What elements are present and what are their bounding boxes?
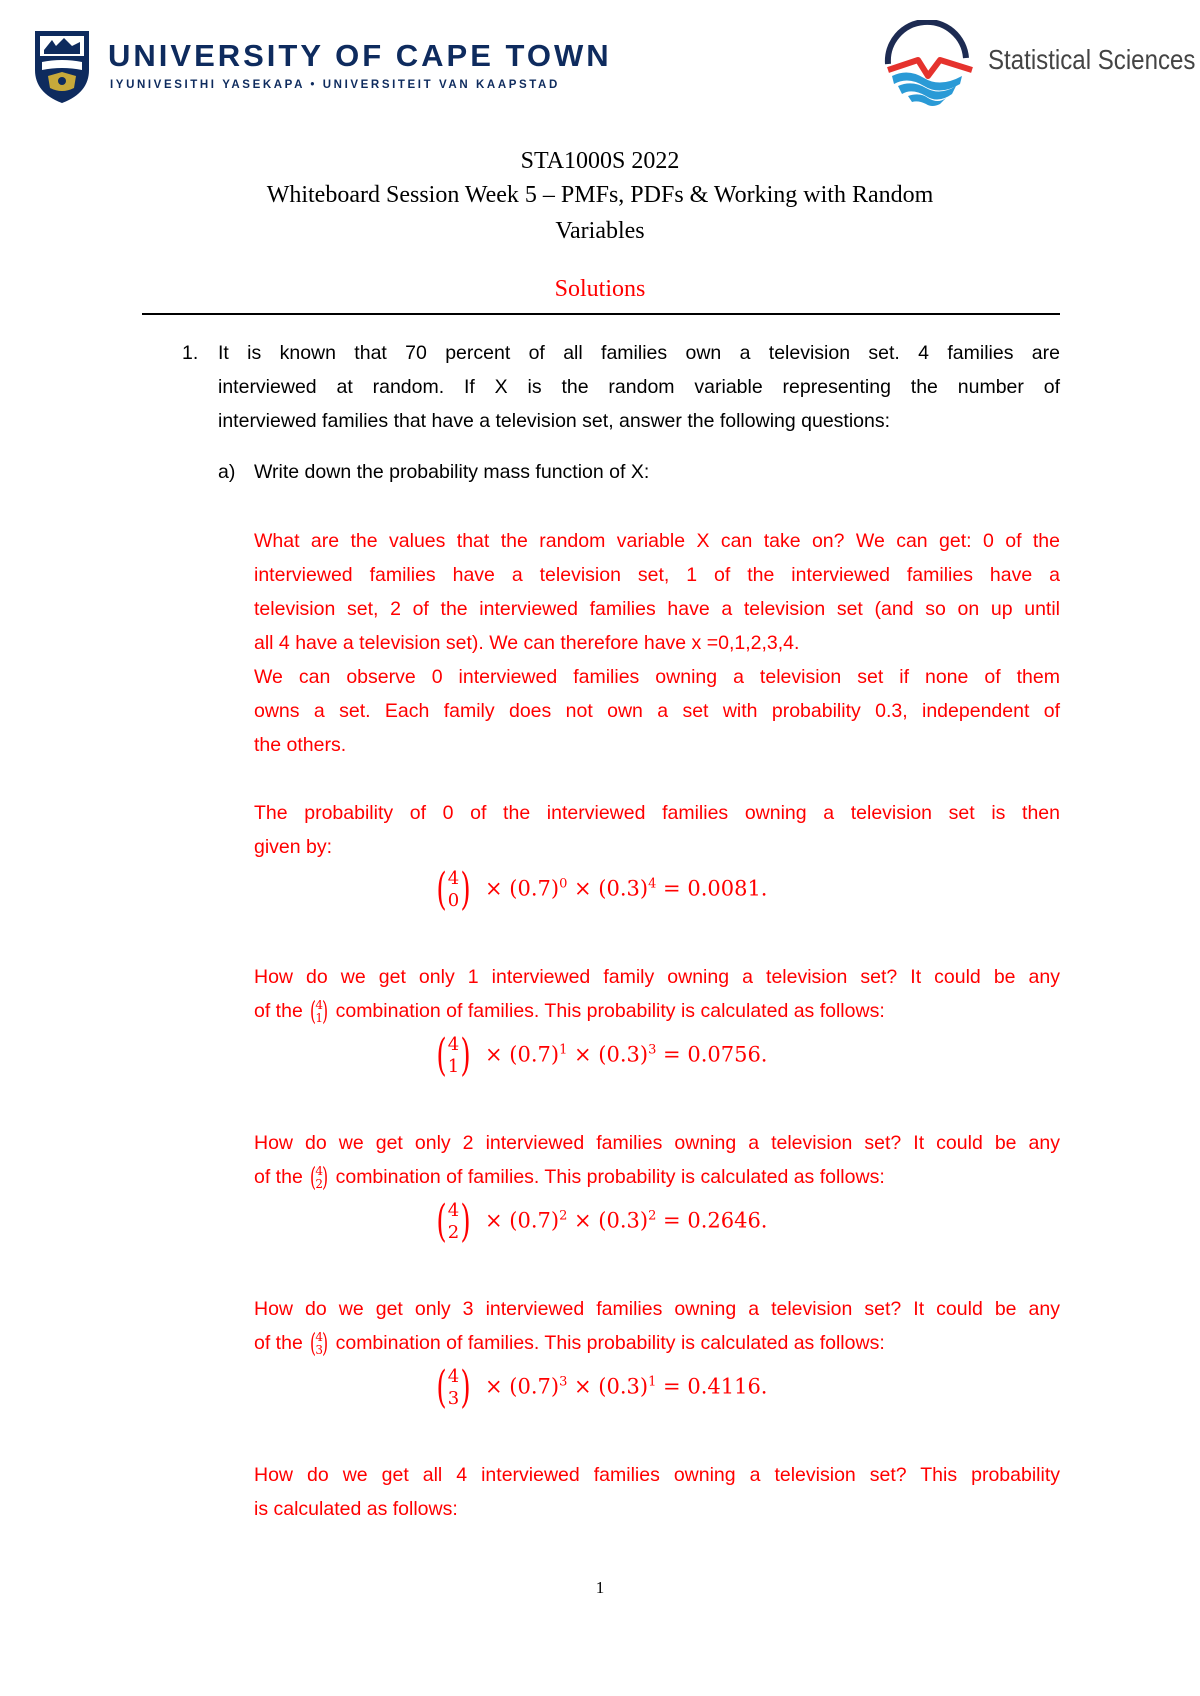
answer-line: How do we get only 2 interviewed families owning a television set? It could be any	[254, 1132, 1060, 1154]
answer-line: interviewed families have a television set, 1 of the interviewed families have a	[254, 564, 1060, 586]
uct-name: UNIVERSITY OF CAPE TOWN	[108, 38, 612, 73]
equation-p0: (4 $0) \times (0.7)^0 \times (0.3)^4 = 0.0081$.	[435, 864, 768, 915]
answer-line: the others.	[254, 734, 347, 756]
answer-line: all 4 have a television set). We can therefore have x =0,1,2,3,4.	[254, 632, 800, 654]
equation-p3: (4 $3) \times (0.7)^3 \times (0.3)^1 = 0.4116$.	[435, 1362, 768, 1413]
answer-line: is calculated as follows:	[254, 1498, 458, 1520]
answer-line: television set, 2 of the interviewed families have a television set (and so on up until	[254, 598, 1060, 620]
part-a-label: a)	[218, 461, 236, 483]
answer-line: How do we get only 3 interviewed families owning a television set? It could be any	[254, 1298, 1060, 1320]
p3-intro	[254, 1292, 1060, 1360]
title-divider	[142, 313, 1060, 315]
page-number: 1	[595, 1578, 605, 1597]
answer-line: How do we get only 1 interviewed family owning a television set? It could be any	[254, 966, 1060, 988]
equation-p2: (4 $2) \times (0.7)^2 \times (0.3)^2 = 0.2646$.	[435, 1196, 768, 1247]
uct-subtitle: IYUNIVESITHI YASEKAPA • UNIVERSITEIT VAN KAAPSTAD	[110, 79, 560, 91]
solutions-heading: Solutions	[554, 276, 646, 302]
answer-line: of the (4 2) combination of families. This probability is calculated as follows:	[254, 1163, 885, 1194]
question-line: interviewed families that have a television set, answer the following questions:	[218, 410, 891, 432]
answer-line: How do we get all 4 interviewed families owning a television set? This probability	[254, 1464, 1060, 1486]
session-title-line2: Variables	[555, 218, 645, 244]
question-line: interviewed at random. If X is the random variable representing the number of	[218, 376, 1060, 398]
part-a-text: Write down the probability mass function of X:	[254, 461, 650, 483]
question-1-text	[218, 336, 1060, 438]
answer-line: We can observe 0 interviewed families owning a television set if none of them	[254, 666, 1060, 688]
statistical-sciences-name: Statistical Sciences	[988, 44, 1196, 75]
answer-line: of the (4 3) combination of families. This probability is calculated as follows:	[254, 1329, 885, 1360]
p1-intro	[254, 960, 1060, 1028]
equation-p1: (4 $1) \times (0.7)^1 \times (0.3)^3 = 0.0756$.	[435, 1030, 768, 1081]
question-number: 1.	[182, 342, 199, 364]
p2-intro	[254, 1126, 1060, 1194]
answer-line: owns a set. Each family does not own a set with probability 0.3, independent of	[254, 700, 1060, 722]
uct-crest-logo	[34, 30, 90, 104]
p0-intro	[254, 796, 1060, 864]
question-line: It is known that 70 percent of all families own a television set. 4 families are	[218, 342, 1060, 364]
session-title-line1: Whiteboard Session Week 5 – PMFs, PDFs & Working with Random	[266, 182, 934, 208]
answer-line: given by:	[254, 836, 333, 858]
answer-intro	[254, 524, 1060, 762]
p4-intro	[254, 1458, 1060, 1526]
page-header	[0, 0, 1200, 130]
statistical-sciences-logo	[878, 20, 978, 106]
answer-line: The probability of 0 of the interviewed families owning a television set is then	[254, 802, 1060, 824]
answer-line: of the (4 1) combination of families. This probability is calculated as follows:	[254, 997, 885, 1028]
course-title: STA1000S 2022	[520, 148, 680, 174]
answer-line: What are the values that the random variable X can take on? We can get: 0 of the	[254, 530, 1060, 552]
